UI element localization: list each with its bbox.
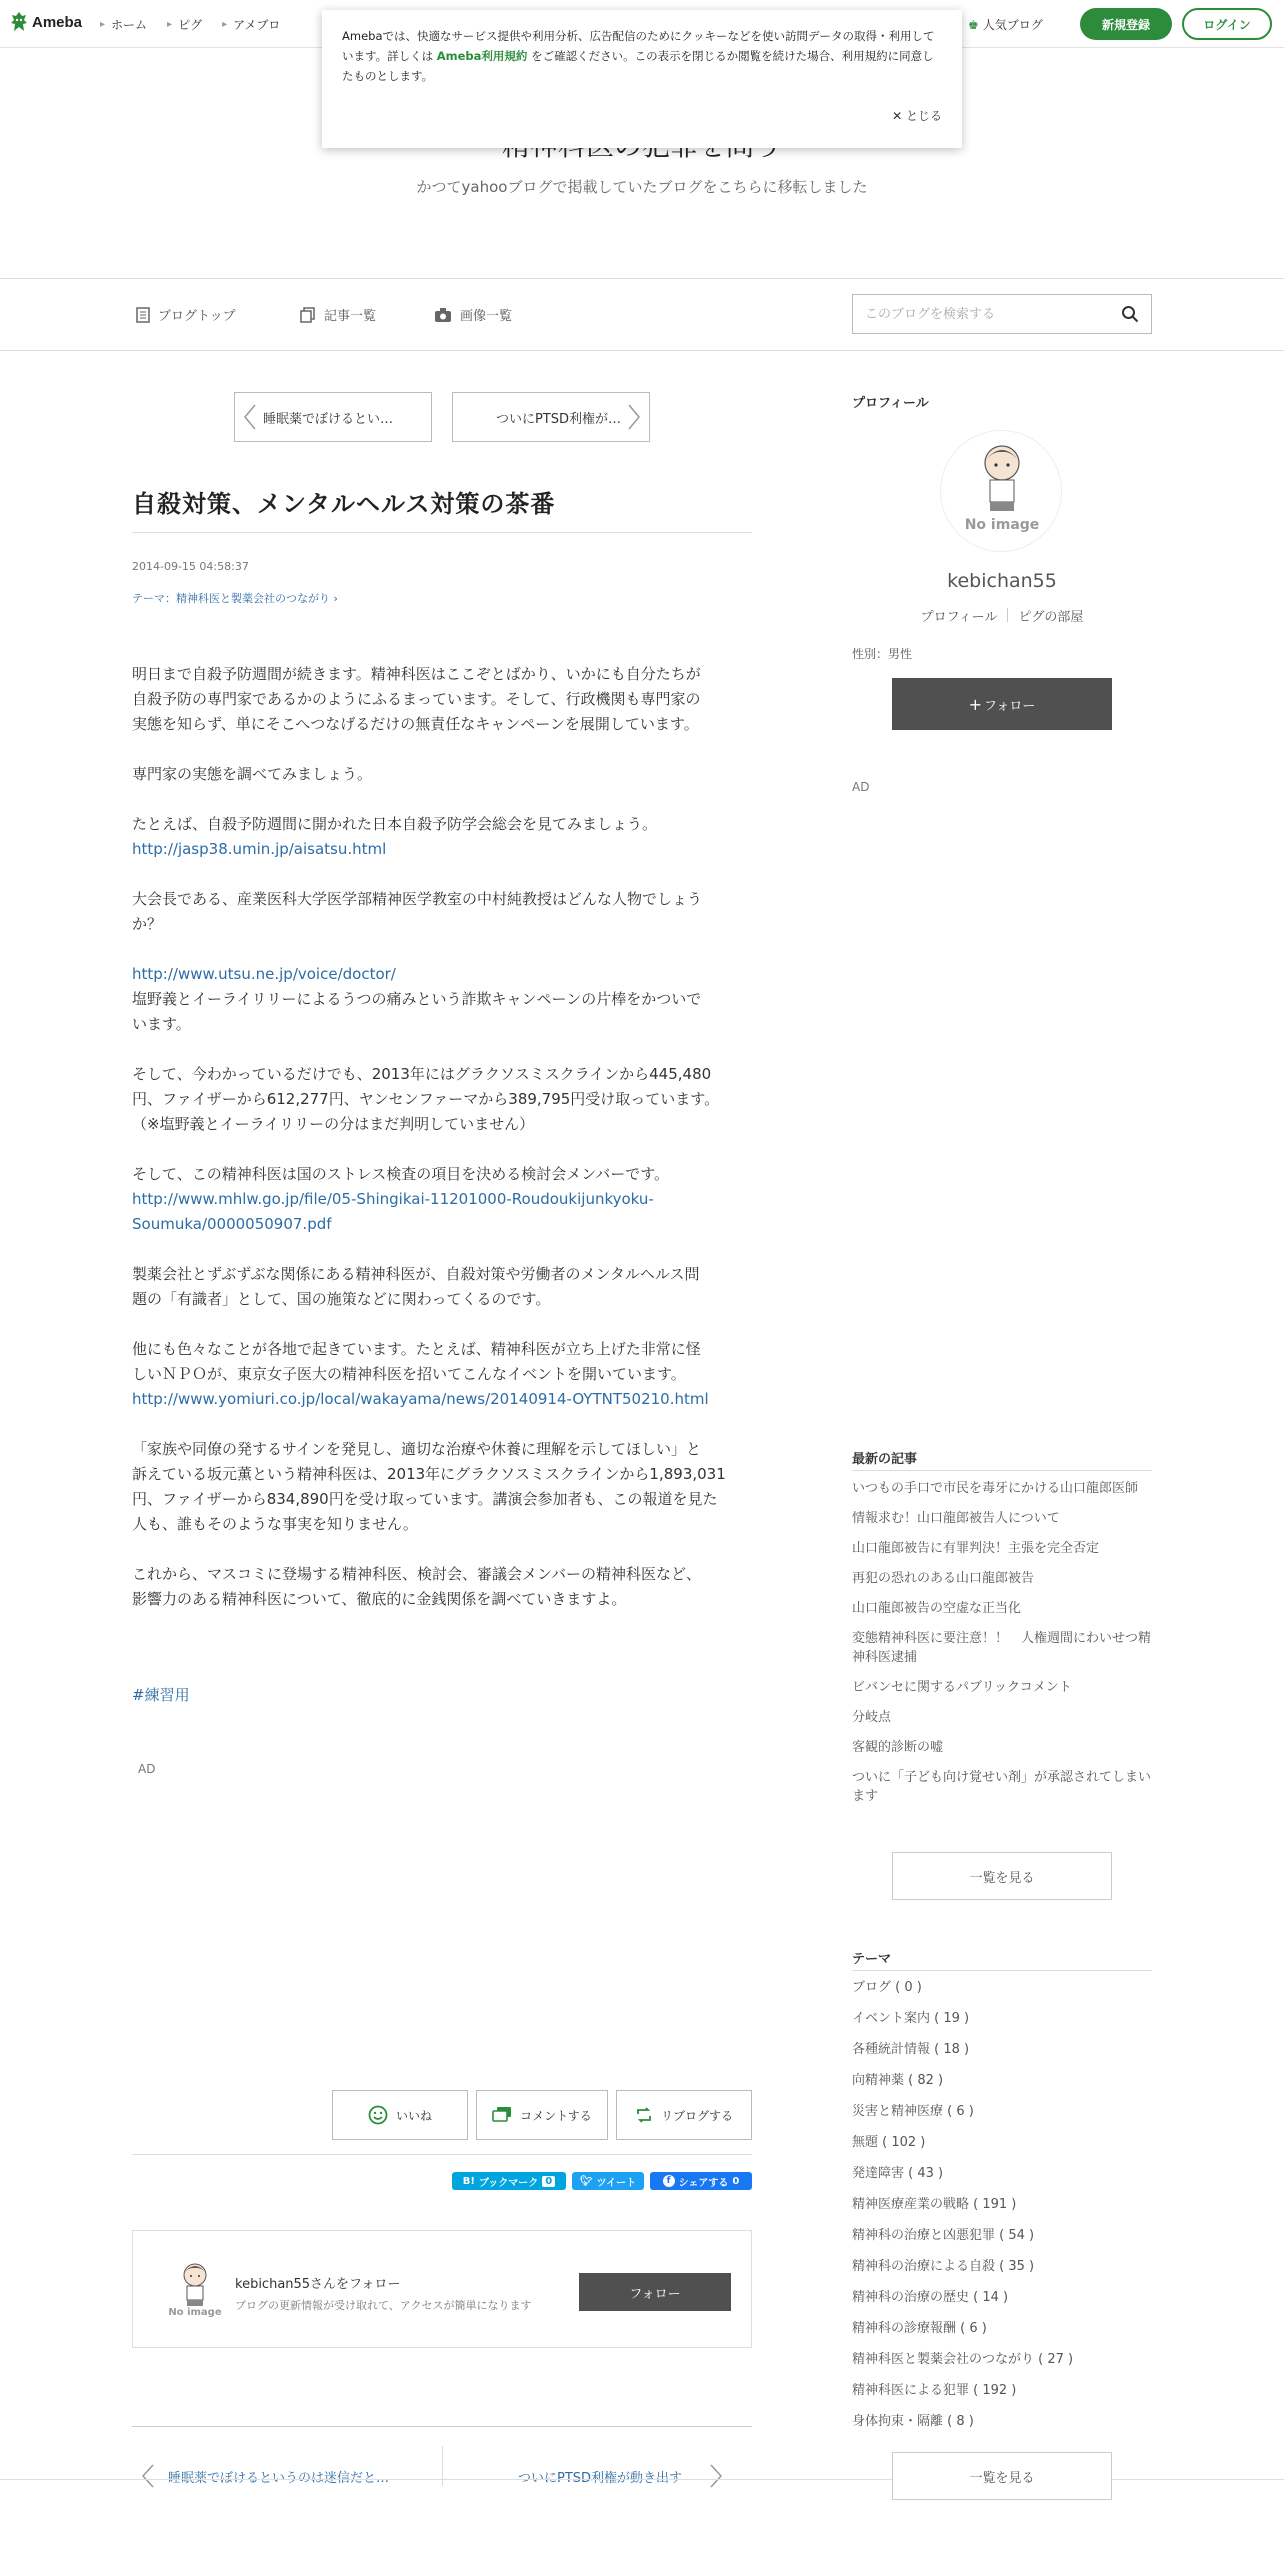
recent-item[interactable]: 山口龍郎被告の空虚な正当化	[852, 1601, 1022, 1616]
jasp-link[interactable]: http://jasp38.umin.jp/aisatsu.html	[132, 840, 387, 858]
article-body	[132, 662, 754, 1612]
theme-item[interactable]: 各種統計情報 ( 18 )	[852, 2042, 970, 2057]
theme-item[interactable]: 向精神薬 ( 82 )	[852, 2073, 944, 2088]
recent-item[interactable]: 分岐点	[852, 1710, 892, 1725]
hatena-count: 0	[542, 2176, 555, 2187]
prev-entry-button[interactable]	[234, 392, 432, 442]
comment-label: コメントする	[520, 2108, 592, 2123]
plus-icon: +	[968, 694, 983, 714]
blog-description: かつてyahooブログで掲載していたブログをこちらに移転しました	[416, 178, 868, 196]
top-nav-label: アメブロ	[233, 18, 281, 32]
theme-more-button[interactable]: 一覧を見る	[892, 2452, 1112, 2500]
profile-name[interactable]: kebichan55	[947, 570, 1057, 592]
divider	[852, 1470, 1152, 1471]
top-nav-label: ホーム	[111, 18, 148, 32]
follow-subtitle: ブログの更新情報が受け取れて、アクセスが簡単になります	[235, 2299, 532, 2312]
hatena-label: ブックマーク	[478, 2177, 539, 2189]
logo-text: Ameba	[32, 13, 83, 31]
ameba-logo[interactable]	[10, 11, 82, 33]
next-entry-button[interactable]	[452, 392, 650, 442]
blog-nav-label: 画像一覧	[460, 309, 513, 324]
reblog-button[interactable]	[616, 2090, 752, 2140]
blog-nav-entries[interactable]	[300, 305, 376, 324]
chevron-right-icon: ▸	[100, 19, 106, 30]
sidebar-follow-button[interactable]	[892, 678, 1112, 730]
profile-link[interactable]: プロフィール	[920, 610, 998, 625]
profile-gender: 性別：男性	[852, 647, 913, 661]
share-count: 0	[732, 2175, 740, 2187]
hashtag-link[interactable]: #練習用	[132, 1686, 190, 1704]
hatena-bookmark-button[interactable]	[452, 2172, 566, 2190]
reblog-icon	[635, 2106, 653, 2124]
theme-item[interactable]: 発達障害 ( 43 )	[852, 2166, 944, 2181]
ad-label: AD	[138, 1762, 156, 1776]
chevron-right-icon	[710, 2464, 722, 2488]
chevron-right-icon: ▸	[167, 19, 173, 30]
facebook-share-button[interactable]	[650, 2172, 752, 2190]
no-image-label: No image	[964, 517, 1040, 533]
chevron-right-icon: ›	[333, 592, 338, 605]
top-nav-ameblo[interactable]	[222, 16, 280, 33]
paragraph: 専門家の実態を調べてみましょう。	[132, 765, 373, 783]
tweet-label: ツイート	[596, 2177, 637, 2189]
blog-search	[852, 294, 1152, 334]
blog-search-input[interactable]	[865, 307, 1121, 322]
ameba-logo-icon	[10, 11, 28, 33]
blog-nav-top[interactable]	[136, 305, 236, 324]
register-button[interactable]: 新規登録	[1080, 8, 1172, 40]
theme-label: テーマ：精神科医と製薬会社のつながり	[132, 592, 330, 605]
cookie-notice	[322, 10, 962, 148]
smile-icon	[368, 2105, 388, 2125]
hatena-icon: B!	[462, 2175, 475, 2187]
paragraph: 「家族や同僚の発するサインを発見し、適切な治療や休養に理解を示してほしい」と 訴えている坂元薫という精神科医は、2013年にグラクソスミスクラインから1,893,031 円、ファイザーから834,890円を受け取っています。講演会参加者も、この報道を見た 人も、誰もそのような事実を知りません。	[132, 1440, 726, 1533]
theme-item[interactable]: 精神科医と製薬会社のつながり ( 27 )	[852, 2352, 1074, 2367]
bottom-next-label: ついにPTSD利権が動き出す	[518, 2470, 683, 2486]
cookie-text-before: Amebaでは、快適なサービス提供や利用分析、広告配信のためにクッキーなどを使い訪問データの取得・利用しています。詳しくは	[342, 29, 935, 63]
bottom-prev-link[interactable]	[142, 2464, 389, 2488]
copy-icon	[300, 307, 316, 323]
blog-nav-label: ブログトップ	[158, 309, 236, 324]
recent-item[interactable]: いつもの手口で市民を毒牙にかける山口龍郎医師	[852, 1481, 1139, 1496]
blog-nav-label: 記事一覧	[324, 309, 377, 324]
article-theme-link[interactable]	[132, 590, 338, 606]
bottom-next-link[interactable]	[518, 2464, 722, 2488]
mhlw-link[interactable]: http://www.mhlw.go.jp/file/05-Shingikai-11201000-Roudoukijunkyoku- Soumuka/0000050907.pdf	[132, 1190, 654, 1233]
paragraph: http://www.utsu.ne.jp/voice/doctor/ 塩野義とイーライリリーによるうつの痛みという詐欺キャンペーンの片棒をかついで います。	[132, 965, 702, 1033]
twitter-bird-icon: 🐦︎	[579, 2175, 593, 2187]
top-nav	[100, 16, 280, 33]
top-nav-label: ピグ	[178, 18, 203, 32]
follow-card	[132, 2230, 752, 2348]
pigg-room-link[interactable]: ピグの部屋	[1018, 610, 1084, 625]
recent-item[interactable]: 情報求む！山口龍郎被告人について	[852, 1511, 1060, 1526]
comment-icon	[492, 2106, 512, 2124]
theme-item[interactable]: 精神科の診療報酬 ( 6 )	[852, 2321, 987, 2336]
divider	[132, 532, 752, 533]
theme-item[interactable]: 災害と精神医療 ( 6 )	[852, 2104, 974, 2119]
recent-item[interactable]: 再犯の恐れのある山口龍郎被告	[852, 1571, 1035, 1586]
chevron-right-icon	[627, 404, 641, 430]
recent-more-button[interactable]: 一覧を見る	[892, 1852, 1112, 1900]
recent-heading: 最新の記事	[852, 1452, 918, 1467]
follow-title: kebichan55さんをフォロー	[235, 2277, 401, 2292]
next-entry-label: ついにPTSD利権が…	[495, 411, 621, 427]
share-label: シェアする	[678, 2177, 729, 2189]
close-icon: ✕	[892, 109, 903, 123]
prev-entry-label: 睡眠薬でぼけるとい…	[263, 411, 394, 427]
paragraph: そして、今わかっているだけでも、2013年にはグラクソスミスクラインから445,480 円、ファイザーから612,277円、ヤンセンファーマから389,795円受け取っています。 （※塩野義とイーライリリーの分はまだ判明していません）	[132, 1065, 720, 1133]
login-button[interactable]: ログイン	[1182, 8, 1272, 40]
divider	[1007, 608, 1008, 622]
search-icon[interactable]	[1121, 305, 1139, 323]
paragraph: これから、マスコミに登場する精神科医、検討会、審議会メンバーの精神科医など、 影響力のある精神科医について、徹底的に金銭関係を調べていきますよ。	[132, 1565, 701, 1608]
profile-heading: プロフィール	[852, 396, 929, 411]
like-button[interactable]	[332, 2090, 468, 2140]
divider	[852, 1970, 1152, 1971]
theme-item[interactable]: 無題 ( 102 )	[852, 2135, 926, 2150]
popular-blog-label: 人気ブログ	[982, 18, 1043, 32]
profile-avatar[interactable]	[940, 430, 1062, 552]
blog-nav-images[interactable]	[434, 305, 512, 324]
paragraph: 明日まで自殺予防週間が続きます。精神科医はここぞとばかり、いかにも自分たちが 自殺予防の専門家であるかのようにふるまっています。そして、行政機関も専門家の 実態を知らず、単にそこへつなげるだけの無責任なキャンペーンを展開しています。	[132, 665, 701, 733]
theme-item[interactable]: 精神科の治療の歴史 ( 14 )	[852, 2290, 1009, 2305]
theme-heading: テーマ	[852, 1952, 892, 1967]
cookie-close-button[interactable]	[892, 106, 942, 126]
comment-button[interactable]	[476, 2090, 608, 2140]
chevron-left-icon	[142, 2464, 154, 2488]
no-image-avatar-icon	[941, 431, 1062, 552]
terms-link[interactable]: Ameba利用規約	[436, 49, 528, 63]
avatar[interactable]	[163, 2257, 227, 2321]
chevron-right-icon: ▸	[222, 19, 228, 30]
paragraph: 他にも色々なことが各地で起きています。たとえば、精神科医が立ち上げた非常に怪 しいＮＰＯが、東京女子医大の精神科医を招いてこんなイベントを開いています。 http://www.yomiuri.co.jp/local/wakayama/news/20140914-OYTNT50210.html	[132, 1340, 709, 1408]
ad-label: AD	[852, 780, 870, 794]
crown-icon: ♚	[968, 17, 979, 32]
yomiuri-link[interactable]: http://www.yomiuri.co.jp/local/wakayama/news/20140914-OYTNT50210.html	[132, 1390, 709, 1408]
recent-list	[852, 1476, 1152, 1814]
follow-label: フォロー	[984, 698, 1036, 714]
facebook-icon: f	[663, 2175, 675, 2187]
theme-item[interactable]: 精神科の治療による自殺 ( 35 )	[852, 2259, 1035, 2274]
recent-item[interactable]: ついに「子ども向け覚せい剤」が承認されてしまいます	[852, 1770, 1152, 1804]
chevron-left-icon	[243, 404, 257, 430]
popular-blog-link[interactable]	[968, 16, 1043, 33]
paragraph: たとえば、自殺予防週間に開かれた日本自殺予防学会総会を見てみましょう。 http://jasp38.umin.jp/aisatsu.html	[132, 815, 658, 858]
recent-item[interactable]: 変態精神科医に要注意！！ 人権週間にわいせつ精神科医逮捕	[852, 1631, 1152, 1665]
like-label: いいね	[395, 2108, 432, 2123]
no-image-label: No image	[168, 2307, 222, 2318]
recent-item[interactable]: 客観的診断の嘘	[852, 1740, 944, 1755]
divider	[442, 2446, 443, 2486]
cookie-text-after: をご確認ください。この表示を閉じるか閲覧を続けた場合、利用規約に同意したものとします。	[342, 49, 934, 83]
top-nav-home[interactable]	[100, 16, 147, 33]
theme-item[interactable]: 身体拘束・隔離 ( 8 )	[852, 2414, 974, 2429]
blog-nav	[0, 279, 1284, 351]
tweet-button[interactable]	[572, 2172, 644, 2190]
camera-icon	[434, 307, 452, 323]
recent-item[interactable]: 山口龍郎被告に有罪判決！主張を完全否定	[852, 1541, 1100, 1556]
utsu-link[interactable]: http://www.utsu.ne.jp/voice/doctor/	[132, 965, 396, 983]
top-nav-pigg[interactable]	[167, 16, 202, 33]
document-icon	[136, 307, 150, 323]
theme-item[interactable]: 精神科医による犯罪 ( 192 )	[852, 2383, 1017, 2398]
theme-list	[852, 1978, 1152, 2443]
theme-item[interactable]: ブログ ( 0 )	[852, 1980, 922, 1995]
article-date: 2014-09-15 04:58:37	[132, 560, 249, 573]
profile-links	[852, 606, 1152, 625]
theme-item[interactable]: 精神科の治療と凶悪犯罪 ( 54 )	[852, 2228, 1035, 2243]
follow-button[interactable]: フォロー	[579, 2273, 731, 2311]
divider	[132, 2154, 752, 2155]
paragraph: 製薬会社とずぶずぶな関係にある精神科医が、自殺対策や労働者のメンタルヘルス問 題の「有識者」として、国の施策などに関わってくるのです。	[132, 1265, 700, 1308]
paragraph: 大会長である、産業医科大学医学部精神医学教室の中村純教授はどんな人物でしょう か？	[132, 890, 703, 933]
close-label: とじる	[905, 109, 942, 123]
paragraph: そして、この精神科医は国のストレス検査の項目を決める検討会メンバーです。 http://www.mhlw.go.jp/file/05-Shingikai-11201000-Roudoukijunkyoku- Soumuka/0000050907.pdf	[132, 1165, 670, 1233]
bottom-prev-label: 睡眠薬でぼけるというのは迷信だと…	[168, 2470, 390, 2486]
divider	[132, 2426, 752, 2427]
theme-item[interactable]: 精神医療産業の戦略 ( 191 )	[852, 2197, 1017, 2212]
reblog-label: リブログする	[660, 2108, 733, 2123]
recent-item[interactable]: ビバンセに関するパブリックコメント	[852, 1680, 1072, 1695]
theme-item[interactable]: イベント案内 ( 19 )	[852, 2011, 970, 2026]
article-title[interactable]: 自殺対策、メンタルヘルス対策の茶番	[132, 490, 556, 518]
